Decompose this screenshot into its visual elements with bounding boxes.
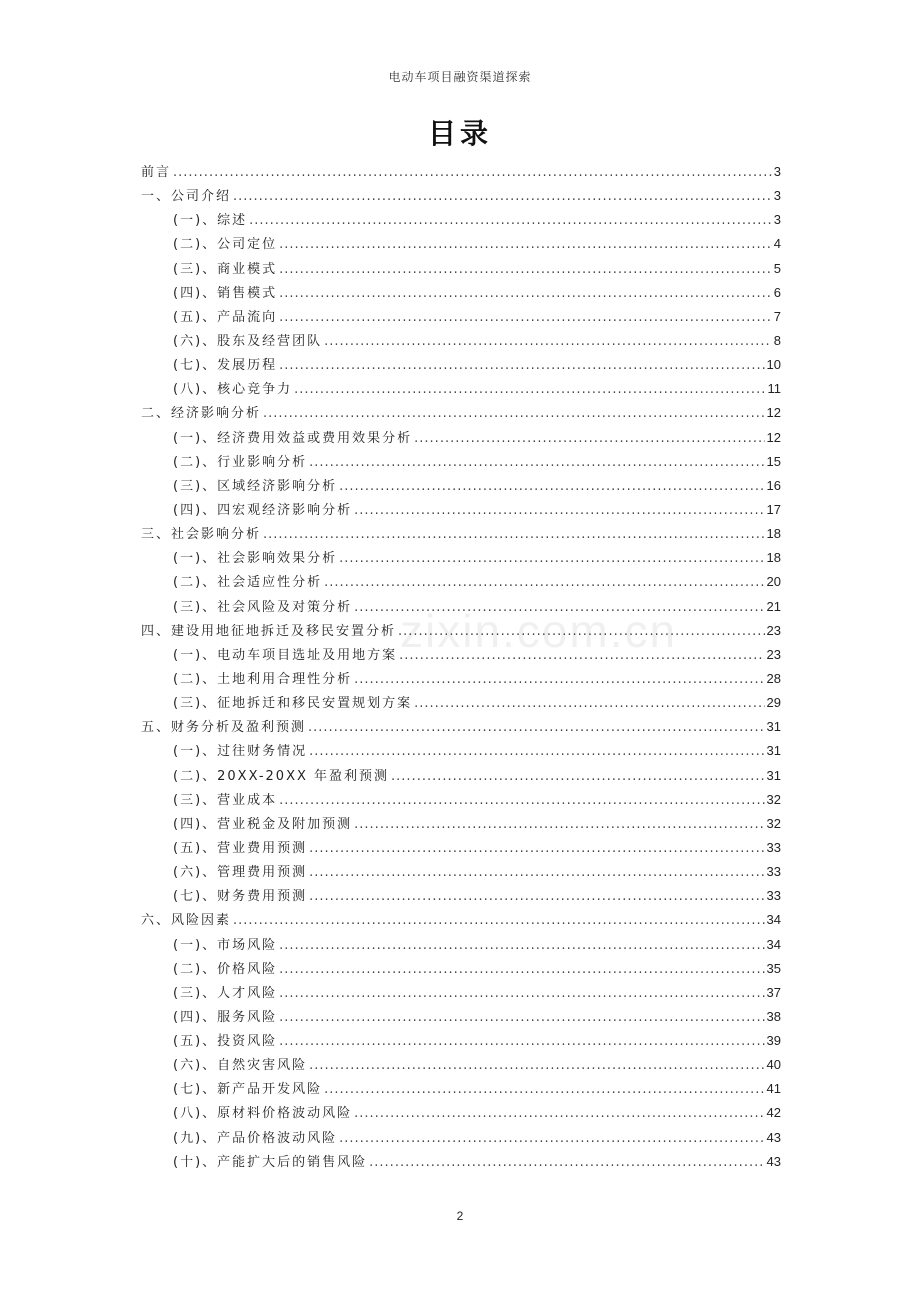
toc-leader-dots [279, 282, 772, 306]
toc-leader-dots [233, 185, 772, 209]
toc-entry-label: 六、风险因素 [141, 913, 232, 929]
toc-leader-dots [324, 330, 772, 354]
toc-leader-dots [279, 1030, 764, 1054]
toc-entry-page: 33 [766, 864, 781, 880]
toc-leader-dots [309, 861, 764, 885]
toc-entry[interactable] [141, 208, 781, 232]
toc-entry-page: 8 [773, 332, 781, 348]
toc-leader-dots [414, 692, 764, 716]
toc-entry-page: 3 [773, 164, 781, 179]
toc-entry-page: 12 [766, 405, 781, 421]
toc-entry-page: 32 [766, 791, 781, 807]
toc-entry-label: (三)、营业成本 [173, 792, 278, 808]
toc-entry-label: 一、公司介绍 [141, 189, 232, 205]
toc-entry-label: (八)、核心竞争力 [173, 382, 293, 398]
toc-entry-page: 34 [766, 936, 781, 952]
toc-entry[interactable] [141, 667, 781, 691]
toc-entry-label: (四)、销售模式 [173, 285, 278, 301]
toc-entry-label: 前言 [141, 165, 172, 180]
toc-entry[interactable] [141, 860, 781, 884]
toc-entry[interactable] [141, 353, 781, 377]
toc-leader-dots [391, 765, 765, 789]
toc-entry[interactable] [141, 570, 781, 594]
toc-entry-page: 23 [766, 622, 781, 638]
toc-entry-label: (九)、产品价格波动风险 [173, 1130, 338, 1146]
toc-entry[interactable] [141, 764, 781, 788]
toc-entry[interactable] [141, 1053, 781, 1077]
toc-entry[interactable] [141, 329, 781, 353]
toc-entry[interactable] [141, 739, 781, 763]
toc-leader-dots [233, 909, 765, 933]
toc-entry-label: (四)、服务风险 [173, 1009, 278, 1025]
toc-entry-page: 38 [766, 1008, 781, 1024]
toc-entry-label: (七)、发展历程 [173, 358, 278, 374]
toc-entry[interactable] [141, 957, 781, 981]
toc-entry-page: 43 [766, 1153, 781, 1169]
toc-entry[interactable] [141, 1150, 781, 1174]
toc-entry-label: (六)、管理费用预测 [173, 865, 308, 881]
toc-entry[interactable] [141, 1029, 781, 1053]
toc-entry-label: (四)、营业税金及附加预测 [173, 816, 353, 832]
toc-leader-dots [279, 258, 772, 282]
toc-leader-dots [279, 1006, 764, 1030]
toc-entry[interactable] [141, 377, 781, 401]
toc-entry-page: 20 [766, 574, 781, 590]
toc-entry-label: (二)、20XX-20XX 年盈利预测 [173, 768, 390, 784]
toc-entry-page: 29 [766, 695, 781, 711]
toc-entry-label: (五)、营业费用预测 [173, 840, 308, 856]
toc-entry-label: (一)、综述 [173, 213, 248, 229]
toc-entry[interactable] [141, 1005, 781, 1029]
watermark: zixin.com.cn [400, 605, 678, 657]
toc-entry[interactable] [141, 981, 781, 1005]
toc-entry-page: 37 [766, 984, 781, 1000]
toc-entry[interactable] [141, 812, 781, 836]
toc-entry-page: 33 [766, 888, 781, 904]
toc-leader-dots [308, 716, 765, 740]
toc-entry[interactable] [141, 1126, 781, 1150]
toc-entry-page: 16 [766, 477, 781, 493]
toc-leader-dots [414, 427, 764, 451]
toc-entry-label: (四)、四宏观经济影响分析 [173, 502, 353, 518]
toc-entry-page: 21 [766, 598, 781, 614]
toc-entry-label: 四、建设用地征地拆迁及移民安置分析 [141, 623, 397, 639]
toc-entry-page: 3 [773, 212, 781, 228]
toc-leader-dots [339, 547, 764, 571]
toc-entry-page: 28 [766, 670, 781, 686]
toc-title: 目录 [427, 117, 492, 150]
toc-entry-label: (三)、区域经济影响分析 [173, 478, 338, 494]
toc-entry-page: 12 [766, 429, 781, 445]
toc-entry-label: 三、社会影响分析 [141, 527, 262, 543]
toc-entry-page: 33 [766, 839, 781, 855]
toc-entry-page: 7 [773, 308, 781, 324]
toc-entry[interactable] [141, 643, 781, 667]
toc-leader-dots [354, 596, 764, 620]
toc-entry-page: 42 [766, 1105, 781, 1121]
toc-entry-label: (一)、市场风险 [173, 937, 278, 953]
toc-leader-dots [398, 620, 765, 644]
toc-entry-label: (八)、原材料价格波动风险 [173, 1106, 353, 1122]
toc-entry-page: 35 [766, 960, 781, 976]
toc-entry[interactable] [141, 788, 781, 812]
toc-entry-page: 23 [766, 646, 781, 662]
toc-leader-dots [354, 668, 764, 692]
toc-entry[interactable] [141, 184, 781, 208]
toc-entry-page: 39 [766, 1033, 781, 1049]
toc-leader-dots [279, 789, 764, 813]
toc-entry-page: 17 [766, 501, 781, 517]
table-of-contents [141, 160, 781, 1174]
toc-entry[interactable] [141, 546, 781, 570]
toc-entry-page: 18 [766, 526, 781, 542]
toc-leader-dots [339, 1127, 764, 1151]
toc-entry[interactable] [141, 1077, 781, 1101]
toc-entry[interactable] [141, 305, 781, 329]
toc-entry-page: 5 [773, 260, 781, 276]
toc-entry-label: (二)、社会适应性分析 [173, 575, 323, 591]
toc-leader-dots [309, 885, 764, 909]
toc-entry[interactable] [141, 715, 781, 739]
toc-entry-label: (五)、投资风险 [173, 1034, 278, 1050]
toc-entry-label: 二、经济影响分析 [141, 406, 262, 422]
toc-entry-page: 15 [766, 453, 781, 469]
toc-entry-label: (五)、产品流向 [173, 309, 278, 325]
toc-entry[interactable] [141, 836, 781, 860]
toc-entry-label: (六)、股东及经营团队 [173, 333, 323, 349]
toc-leader-dots [279, 934, 764, 958]
toc-leader-dots [309, 837, 764, 861]
toc-entry[interactable] [141, 522, 781, 546]
toc-entry-page: 31 [766, 743, 781, 759]
toc-entry[interactable] [141, 160, 781, 184]
toc-entry-label: (一)、过往财务情况 [173, 744, 308, 760]
toc-entry-page: 34 [766, 912, 781, 928]
toc-entry-label: (二)、公司定位 [173, 237, 278, 253]
toc-entry[interactable] [141, 426, 781, 450]
toc-leader-dots [249, 209, 772, 233]
toc-entry-label: (七)、新产品开发风险 [173, 1082, 323, 1098]
toc-entry-label: (三)、人才风险 [173, 985, 278, 1001]
toc-entry[interactable] [141, 908, 781, 932]
toc-entry-label: (二)、价格风险 [173, 961, 278, 977]
toc-leader-dots [279, 958, 764, 982]
toc-entry-label: (二)、行业影响分析 [173, 454, 308, 470]
toc-leader-dots [173, 161, 772, 185]
toc-entry[interactable] [141, 691, 781, 715]
toc-entry-label: (二)、土地利用合理性分析 [173, 671, 353, 687]
toc-leader-dots [339, 475, 764, 499]
toc-entry[interactable] [141, 1101, 781, 1125]
toc-entry-label: (一)、社会影响效果分析 [173, 551, 338, 567]
toc-entry[interactable] [141, 933, 781, 957]
toc-entry-label: (六)、自然灾害风险 [173, 1058, 308, 1074]
toc-leader-dots [279, 354, 764, 378]
toc-entry-page: 31 [766, 767, 781, 783]
toc-leader-dots [309, 451, 764, 475]
toc-entry-page: 32 [766, 815, 781, 831]
toc-entry-page: 6 [773, 284, 781, 300]
toc-entry-label: (三)、社会风险及对策分析 [173, 599, 353, 615]
toc-leader-dots [263, 402, 765, 426]
toc-entry-page: 11 [767, 381, 781, 397]
toc-entry[interactable] [141, 619, 781, 643]
toc-leader-dots [399, 644, 764, 668]
toc-entry-page: 3 [773, 188, 781, 204]
toc-leader-dots [324, 571, 764, 595]
toc-leader-dots [354, 499, 764, 523]
toc-leader-dots [369, 1151, 764, 1175]
toc-entry-label: (十)、产能扩大后的销售风险 [173, 1154, 368, 1170]
toc-entry[interactable] [141, 450, 781, 474]
toc-entry[interactable] [141, 884, 781, 908]
page-number: 2 [456, 1209, 464, 1223]
toc-leader-dots [279, 233, 772, 257]
toc-entry-label: 五、财务分析及盈利预测 [141, 720, 307, 736]
toc-entry-page: 18 [766, 550, 781, 566]
toc-leader-dots [279, 306, 772, 330]
toc-entry[interactable] [141, 474, 781, 498]
toc-entry-page: 4 [773, 236, 781, 252]
toc-entry-label: (一)、经济费用效益或费用效果分析 [173, 430, 413, 446]
page-header: 电动车项目融资渠道探索 [388, 70, 532, 84]
toc-leader-dots [324, 1078, 764, 1102]
toc-entry-page: 41 [766, 1081, 781, 1097]
toc-leader-dots [309, 740, 764, 764]
toc-leader-dots [354, 1102, 764, 1126]
toc-leader-dots [354, 813, 764, 837]
toc-entry-label: (七)、财务费用预测 [173, 889, 308, 905]
toc-entry-page: 10 [766, 357, 781, 373]
toc-leader-dots [279, 982, 764, 1006]
toc-entry-label: (一)、电动车项目选址及用地方案 [173, 647, 398, 663]
toc-leader-dots [309, 1054, 764, 1078]
toc-entry[interactable] [141, 498, 781, 522]
toc-entry-label: (三)、商业模式 [173, 261, 278, 277]
toc-entry-page: 40 [766, 1057, 781, 1073]
toc-entry[interactable] [141, 281, 781, 305]
toc-leader-dots [294, 378, 765, 402]
toc-entry[interactable] [141, 595, 781, 619]
toc-entry[interactable] [141, 257, 781, 281]
toc-entry[interactable] [141, 232, 781, 256]
toc-leader-dots [263, 523, 765, 547]
toc-entry-page: 43 [766, 1129, 781, 1145]
toc-entry-page: 31 [766, 719, 781, 735]
toc-entry[interactable] [141, 401, 781, 425]
toc-entry-label: (三)、征地拆迁和移民安置规划方案 [173, 696, 413, 712]
